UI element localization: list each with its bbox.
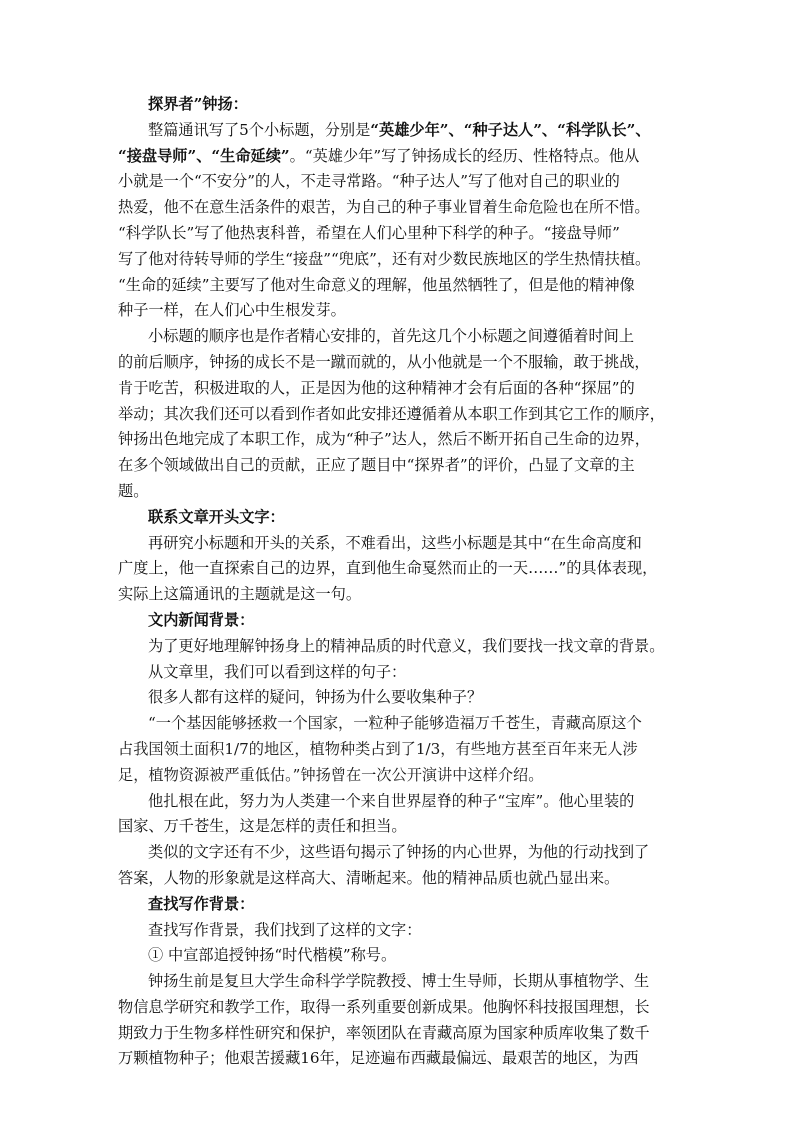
text-line: 期致力于生物多样性研究和保护，率领团队在青藏高原为国家种质库收集了数千 (118, 1023, 650, 1042)
text-line: “一个基因能够拯救一个国家，一粒种子能够造福万千苍生，青藏高原这个 (148, 714, 642, 733)
text-line: 万颗植物种子；他艰苦援藏16年，足迹遍布西藏最偏远、最艰苦的地区，为西 (118, 1049, 639, 1068)
paragraph-quote (118, 711, 678, 788)
text-line: 实际上这篇通讯的主题就是这一句。 (118, 585, 361, 604)
text-line: 再研究小标题和开头的关系，不难看出，这些小标题是其中“在生命高度和 (148, 533, 642, 552)
paragraph-subtitles (118, 118, 678, 324)
text-line: 小标题的顺序也是作者精心安排的，首先这几个小标题之间遵循着时间上 (148, 327, 634, 346)
text-line: 从文章里，我们可以看到这样的句子： (148, 662, 407, 681)
text-line: 钟扬出色地完成了本职工作，成为“种子”达人，然后不断开拓自己生命的边界， (118, 430, 650, 449)
text-line: 广度上，他一直探索自己的边界，直到他生命戛然而止的一天……”的具体表现， (118, 559, 658, 578)
text-line: 写了他对待转导师的学生“接盘”“兜底”，还有对少数民族地区的学生热情扶植。 (118, 249, 651, 268)
paragraph-similar-text (118, 840, 678, 892)
bold-subtitles: “接盘导师”、“生命延续” (118, 146, 290, 165)
text-line: “科学队长”写了他热衷科普，希望在人们心里种下科学的种子。“接盘导师” (118, 223, 620, 242)
text-span: 。“英雄少年”写了钟扬成长的经历、性格特点。他从 (289, 146, 640, 165)
text-line (118, 144, 678, 170)
text-line: 足，植物资源被严重低估。”钟扬曾在一次公开演讲中这样介绍。 (118, 765, 544, 784)
text-line: 热爱，他不在意生活条件的艰苦，为自己的种子事业冒着生命危险也在所不惜。 (118, 198, 650, 217)
text-line: 很多人都有这样的疑问，钟扬为什么要收集种子？ (148, 688, 483, 707)
text-line: 钟扬生前是复旦大学生命科学学院教授、博士生导师，长期从事植物学、生 (148, 972, 650, 991)
paragraph-order (118, 324, 678, 505)
text-line: 种子一样，在人们心中生根发芽。 (118, 301, 346, 320)
text-line: 小就是一个“不安分”的人，不走寻常路。“种子达人”写了他对自己的职业的 (118, 172, 620, 191)
text-span: 整篇通讯写了5个小标题，分别是 (148, 120, 371, 139)
paragraph-opening (118, 531, 678, 608)
text-line: 国家、万千苍生，这是怎样的责任和担当。 (118, 817, 407, 836)
text-line: 物信息学研究和教学工作，取得一系列重要创新成果。他胸怀科技报国理想，长 (118, 997, 650, 1016)
paragraph-treasury (118, 789, 678, 841)
bold-subtitles: “英雄少年”、“种子达人”、“科学队长”、 (370, 120, 651, 139)
text-line: 为了更好地理解钟扬身上的精神品质的时代意义，我们要找一找文章的背景。 (148, 636, 665, 655)
text-line: 他扎根在此，努力为人类建一个来自世界屋脊的种子“宝库”。他心里装的 (148, 791, 635, 810)
text-line: 查找写作背景，我们找到了这样的文字： (148, 920, 422, 939)
text-line: 的前后顺序，钟扬的成长不是一蹴而就的，从小他就是一个不服输，敢于挑战， (118, 352, 650, 371)
section-heading-writing-background: 查找写作背景： (148, 894, 255, 913)
text-line: “生命的延续”主要写了他对生命意义的理解，他虽然牺牲了，但是他的精神像 (118, 275, 635, 294)
text-line: 举动；其次我们还可以看到作者如此安排还遵循着从本职工作到其它工作的顺序， (118, 404, 665, 423)
text-line: 类似的文字还有不少，这些语句揭示了钟扬的内心世界，为他的行动找到了 (148, 843, 650, 862)
text-line: 在多个领域做出自己的贡献，正应了题目中“探界者”的评价，凸显了文章的主 (118, 456, 635, 475)
document-page (118, 92, 678, 1072)
section-heading-explorer: 探界者”钟扬： (148, 95, 248, 113)
text-line: 题。 (118, 481, 149, 500)
text-line: 答案，人物的形象就是这样高大、清晰起来。他的精神品质也就凸显出来。 (118, 868, 620, 887)
text-line: 占我国领土面积1/7的地区，植物种类占到了1/3，有些地方甚至百年来无人涉 (118, 739, 638, 758)
section-heading-news-background: 文内新闻背景： (148, 610, 255, 629)
text-line (118, 118, 678, 144)
paragraph-biography (118, 969, 678, 1072)
numbered-item: ① 中宣部追授钟扬“时代楷模”称号。 (148, 946, 397, 965)
text-line: 肯于吃苦，积极进取的人，正是因为他的这种精神才会有后面的各种“探屈”的 (118, 378, 635, 397)
section-heading-opening: 联系文章开头文字： (148, 507, 285, 526)
